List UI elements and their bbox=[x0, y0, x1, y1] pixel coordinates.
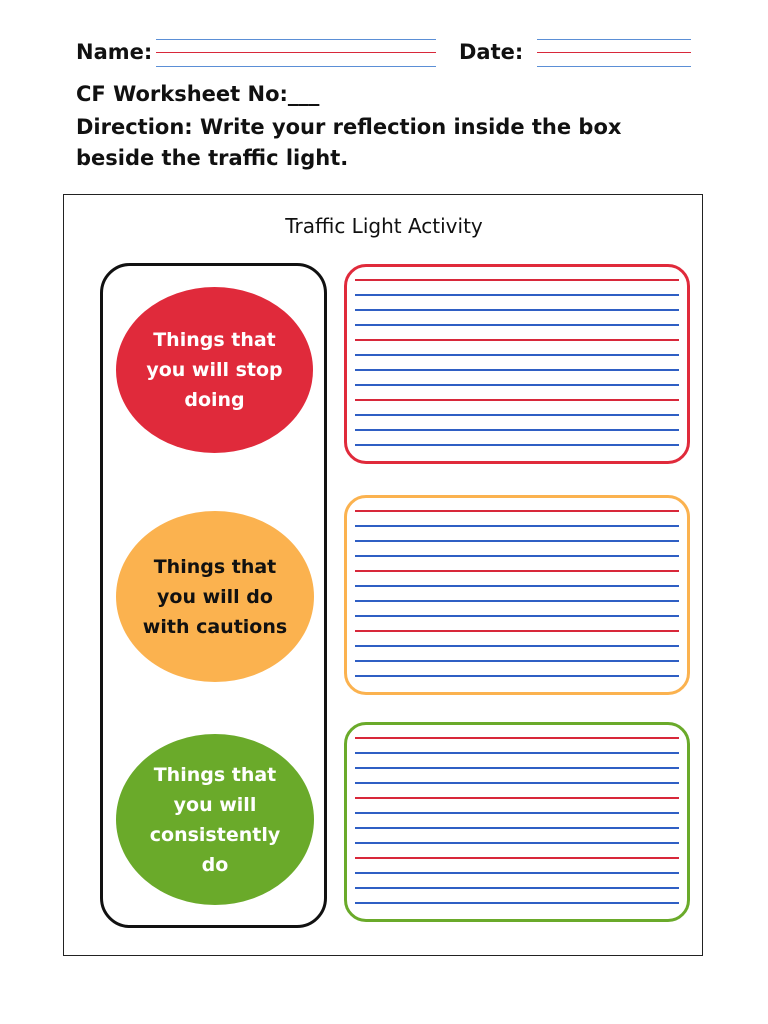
writing-rule bbox=[355, 827, 679, 829]
red-light-text-line: Things that bbox=[153, 329, 276, 351]
red-light-text-line: doing bbox=[184, 389, 245, 411]
direction-text-line-2: beside the traffic light. bbox=[76, 146, 349, 170]
writing-rule bbox=[355, 540, 679, 542]
writing-rule bbox=[355, 279, 679, 281]
writing-rule bbox=[355, 600, 679, 602]
green-light bbox=[116, 734, 314, 905]
yellow-light bbox=[116, 511, 314, 682]
writing-rule bbox=[355, 294, 679, 296]
activity-title: Traffic Light Activity bbox=[285, 214, 483, 238]
writing-rule bbox=[355, 902, 679, 904]
writing-rule bbox=[355, 842, 679, 844]
writing-rule bbox=[355, 525, 679, 527]
writing-rule bbox=[355, 872, 679, 874]
red-light-text-line: you will stop bbox=[146, 359, 283, 381]
direction-text-line-1: Direction: Write your reflection inside the box bbox=[76, 115, 622, 139]
writing-rule bbox=[355, 797, 679, 799]
caution-reflection-box[interactable] bbox=[344, 495, 690, 695]
writing-rule bbox=[355, 660, 679, 662]
writing-rule bbox=[355, 384, 679, 386]
writing-rule bbox=[355, 429, 679, 431]
writing-rule bbox=[355, 752, 679, 754]
red-light bbox=[116, 287, 313, 453]
go-reflection-box[interactable] bbox=[344, 722, 690, 922]
writing-rule bbox=[355, 555, 679, 557]
writing-rule bbox=[355, 399, 679, 401]
yellow-light-text-line: you will do bbox=[157, 585, 273, 608]
writing-rule bbox=[355, 887, 679, 889]
writing-rule bbox=[355, 615, 679, 617]
yellow-light-text-line: Things that bbox=[153, 555, 277, 578]
date-label: Date: bbox=[459, 40, 524, 64]
writing-rule bbox=[355, 857, 679, 859]
green-light-text-line: Things that bbox=[153, 763, 277, 786]
writing-rule bbox=[355, 369, 679, 371]
name-label: Name: bbox=[76, 40, 153, 64]
writing-rule bbox=[355, 354, 679, 356]
writing-rule bbox=[355, 510, 679, 512]
writing-rule bbox=[355, 630, 679, 632]
worksheet-number-label: CF Worksheet No:___ bbox=[76, 82, 320, 106]
writing-rule bbox=[355, 675, 679, 677]
writing-rule bbox=[355, 737, 679, 739]
writing-rule bbox=[355, 570, 679, 572]
writing-rule bbox=[355, 309, 679, 311]
writing-rule bbox=[355, 585, 679, 587]
writing-rule bbox=[355, 339, 679, 341]
writing-rule bbox=[355, 324, 679, 326]
writing-rule bbox=[355, 414, 679, 416]
yellow-light-text-line: with cautions bbox=[142, 615, 288, 638]
green-light-text-line: consistently bbox=[149, 823, 281, 846]
green-light-text-line: you will bbox=[173, 793, 257, 816]
writing-rule bbox=[355, 812, 679, 814]
writing-rule bbox=[355, 645, 679, 647]
green-light-text-line: do bbox=[201, 853, 229, 876]
writing-rule bbox=[355, 767, 679, 769]
writing-rule bbox=[355, 444, 679, 446]
writing-rule bbox=[355, 782, 679, 784]
stop-reflection-box[interactable] bbox=[344, 264, 690, 464]
